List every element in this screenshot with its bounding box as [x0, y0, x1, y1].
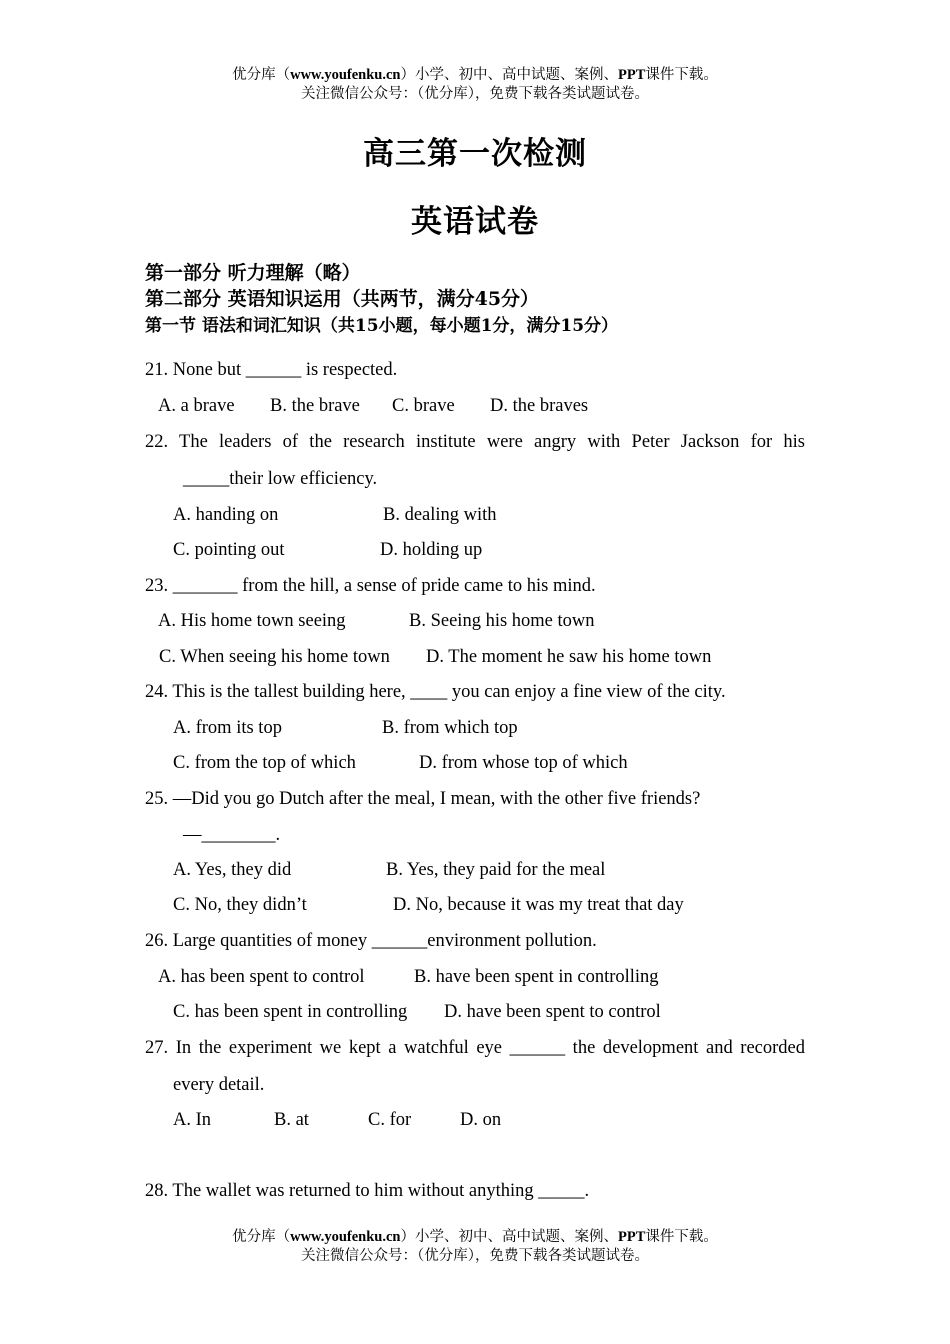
header-text: ）小学、初中、高中试题、案例、: [400, 67, 618, 83]
q25-option-d: D. No, because it was my treat that day: [393, 895, 684, 915]
footer-ppt: PPT: [618, 1229, 646, 1245]
q27-stem-line2: every detail.: [173, 1075, 265, 1095]
page-title: 高三第一次检测: [363, 136, 587, 172]
q22-option-c: C. pointing out: [173, 540, 285, 560]
q21-stem: 21. None but ______ is respected.: [145, 360, 398, 380]
q21-option-d: D. the braves: [490, 396, 589, 416]
q22-option-d: D. holding up: [380, 540, 483, 560]
q28-stem: 28. The wallet was returned to him without anything _____.: [145, 1181, 590, 1201]
q26-stem: 26. Large quantities of money ______environment pollution.: [145, 931, 597, 951]
page-footer-line2: 关注微信公众号：（优分库），免费下载各类试题试卷。: [301, 1248, 649, 1264]
footer-text: 优分库（: [232, 1229, 291, 1245]
q23-option-a: A. His home town seeing: [158, 611, 346, 631]
q24-option-a: A. from its top: [173, 718, 282, 738]
q24-stem: 24. This is the tallest building here, ____ you can enjoy a fine view of the city.: [145, 682, 726, 702]
footer-text: ）小学、初中、高中试题、案例、: [400, 1229, 618, 1245]
q26-option-b: B. have been spent in controlling: [414, 967, 659, 987]
q23-option-c: C. When seeing his home town: [159, 647, 390, 667]
q22-option-a: A. handing on: [173, 505, 279, 525]
q26-option-a: A. has been spent to control: [158, 967, 365, 987]
page-header-line1: [0, 67, 950, 84]
q23-option-b: B. Seeing his home town: [409, 611, 595, 631]
footer-text: 课件下载。: [645, 1229, 718, 1245]
q21-option-b: B. the brave: [270, 396, 360, 416]
q24-option-b: B. from which top: [382, 718, 518, 738]
header-url: www.youfenku.cn: [290, 67, 401, 83]
section-part1: 第一部分 听力理解（略）: [145, 262, 361, 284]
q25-option-b: B. Yes, they paid for the meal: [386, 860, 606, 880]
page-header-line2: 关注微信公众号：（优分库），免费下载各类试题试卷。: [301, 86, 649, 102]
q27-option-b: B. at: [274, 1110, 309, 1130]
header-text: 优分库（: [232, 67, 291, 83]
header-text: 课件下载。: [645, 67, 718, 83]
header-ppt: PPT: [618, 67, 646, 83]
q25-stem-line1: 25. —Did you go Dutch after the meal, I mean, with the other five friends?: [145, 789, 701, 809]
q24-option-c: C. from the top of which: [173, 753, 356, 773]
q25-option-a: A. Yes, they did: [173, 860, 292, 880]
q24-option-d: D. from whose top of which: [419, 753, 628, 773]
q27-option-a: A. In: [173, 1110, 212, 1130]
page-footer-line1: [0, 1229, 950, 1246]
q27-stem-line1: 27. In the experiment we kept a watchful eye ______ the development and recorded: [145, 1038, 805, 1058]
q27-option-c: C. for: [368, 1110, 412, 1130]
q27-option-d: D. on: [460, 1110, 502, 1130]
section-sec1: 第一节 语法和词汇知识（共15小题，每小题1分，满分15分）: [145, 316, 619, 336]
q21-option-a: A. a brave: [158, 396, 235, 416]
q22-stem-line1: 22. The leaders of the research institute were angry with Peter Jackson for his: [145, 432, 805, 452]
q23-option-d: D. The moment he saw his home town: [426, 647, 712, 667]
q26-option-d: D. have been spent to control: [444, 1002, 661, 1022]
q23-stem: 23. _______ from the hill, a sense of pride came to his mind.: [145, 576, 596, 596]
section-part2: 第二部分 英语知识运用（共两节，满分45分）: [145, 288, 540, 310]
q21-option-c: C. brave: [392, 396, 455, 416]
q25-stem-line2: —________.: [183, 825, 281, 845]
q22-option-b: B. dealing with: [383, 505, 497, 525]
page-subtitle: 英语试卷: [411, 204, 539, 240]
footer-url: www.youfenku.cn: [290, 1229, 401, 1245]
q22-stem-line2: _____their low efficiency.: [183, 469, 378, 489]
q26-option-c: C. has been spent in controlling: [173, 1002, 408, 1022]
q25-option-c: C. No, they didn’t: [173, 895, 307, 915]
